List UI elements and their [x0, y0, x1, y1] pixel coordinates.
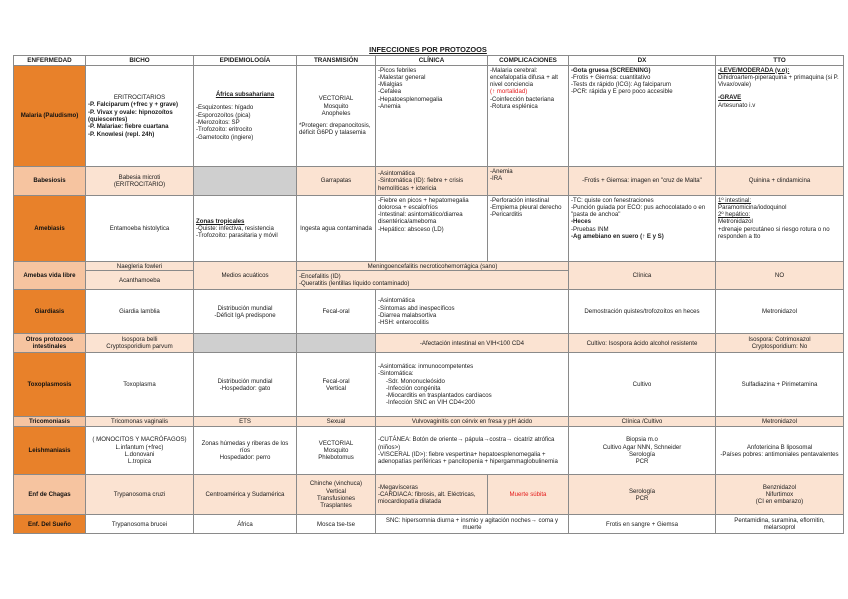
epi-cell: África subsahariana -Esquizontes: hígado -Esporozoítos (pica) -Merozoítos: SP -Trofozoíto: eritrocito -Gametocito (ingiere)	[194, 66, 297, 167]
bicho-cell: Entamoeba histolytica	[86, 196, 194, 262]
protozoa-table	[13, 55, 844, 534]
tto-cell: NO	[716, 262, 844, 290]
epi-cell: Zonas húmedas y riberas de los ríos Hospedador: perro	[194, 427, 297, 475]
disease-name: Amebiasis	[14, 196, 86, 262]
tto-cell: Quinina + clindamicina	[716, 167, 844, 196]
bicho-cell: ( MONOCITOS Y MACRÓFAGOS) L.infantum (+frec) L.donovani L.tropica	[86, 427, 194, 475]
disease-name: Otros protozoos intestinales	[14, 334, 86, 353]
clinica-cell: -Fiebre en picos + hepatomegalia dolorosa + escalofríos -Intestinal: asintomático/diarrea disentérica/ameboma -Hepático: absceso (LD)	[376, 196, 488, 262]
bicho-cell: ERITROCITARIOS -P. Falciparum (+frec y + grave) -P. Vivax y ovale: hipnozoítos (quiescentes) -P. Malariae: fiebre cuartana -P. Knowlesi (repl. 24h)	[86, 66, 194, 167]
bicho-cell: Trypanosoma cruzi	[86, 475, 194, 515]
trans-cell: Fecal-oral Vertical	[297, 353, 376, 417]
dx-cell: Clínica /Cultivo	[569, 417, 716, 427]
disease-name: Amebas vida libre	[14, 262, 86, 290]
document-page	[13, 44, 843, 534]
dx-cell: -TC: quiste con fenestraciones -Punción guiada por ECO: pus achocolatado o en "pasta de anchoa" -Heces -Pruebas INM -Ag amebiano en suero (↑ E y S)	[569, 196, 716, 262]
trans-cell: Sexual	[297, 417, 376, 427]
comp-cell: -Malaria cerebral: encefalopatía difusa + alt nivel conciencia (↑ mortalidad) -Coinfección bacteriana -Rotura esplénica	[488, 66, 569, 167]
bicho-cell: Toxoplasma	[86, 353, 194, 417]
tto-cell: Metronidazol	[716, 417, 844, 427]
epi-cell-empty	[194, 167, 297, 196]
disease-name: Enf. Del Sueño	[14, 515, 86, 534]
epi-cell: Distribución mundial -Déficit IgA predispone	[194, 290, 297, 334]
dx-cell: Serología PCR	[569, 475, 716, 515]
clinica-cell: -Megavísceras -CARDIACA: fibrosis, alt. Eléctricas, miocardiopatía dilatada	[376, 475, 488, 515]
epi-cell: Distribución mundial -Hospedador: gato	[194, 353, 297, 417]
bicho-cell: Babesia microti (ERITROCITARIO)	[86, 167, 194, 196]
epi-cell: Centroamérica y Sudamérica	[194, 475, 297, 515]
disease-name: Enf de Chagas	[14, 475, 86, 515]
table-row-sueno	[14, 515, 844, 534]
clinica-cell: SNC: hipersomnia diurna + insmio y agitación noches→ coma y muerte	[376, 515, 569, 534]
bicho-cell: Giardia lamblia	[86, 290, 194, 334]
dx-cell: Cultivo	[569, 353, 716, 417]
trans-cell: Garrapatas	[297, 167, 376, 196]
tto-cell: Isospora: Cotrimoxazol Cryptosporidium: No	[716, 334, 844, 353]
disease-name: Giardiasis	[14, 290, 86, 334]
tto-cell: 1º intestinal: Paramomicina/iodoquinol 2º hepático: Metronidazol +drenaje percutáneo si riesgo rotura o no responden a tto	[716, 196, 844, 262]
bicho-cell: Trypanosoma brucei	[86, 515, 194, 534]
clinica-cell: -Asintomática -Síntomas abd inespecíficos -Diarrea malabsortiva -HSH: enterocolitis	[376, 290, 569, 334]
table-row-leish	[14, 427, 844, 475]
tto-cell: Metronidazol	[716, 290, 844, 334]
dx-cell: Frotis en sangre + Giemsa	[569, 515, 716, 534]
clinica-cell: -Afectación intestinal en VIH<100 CD4	[376, 334, 569, 353]
table-row-amebas	[14, 262, 844, 271]
trans-cell: Fecal-oral	[297, 290, 376, 334]
dx-cell: -Frotis + Giemsa: imagen en "cruz de Malta"	[569, 167, 716, 196]
trans-cell: Ingesta agua contaminada	[297, 196, 376, 262]
tto-cell: -LEVE/MODERADA (v.o): Dihidroartem-piperaquina + primaquina (si P. Vivax/ovale) -GRAVE Artesunato i.v	[716, 66, 844, 167]
epi-cell: África	[194, 515, 297, 534]
table-row-amebiasis	[14, 196, 844, 262]
disease-name: Babesiosis	[14, 167, 86, 196]
header-row	[14, 56, 844, 66]
table-row-toxo	[14, 353, 844, 417]
comp-cell: -Perforación intestinal -Empiema pleural derecho -Pericarditis	[488, 196, 569, 262]
trans-cell: Chinche (vinchuca) Vertical Transfusiones Trasplantes	[297, 475, 376, 515]
header-clinica: CLÍNICA	[376, 56, 488, 66]
dx-cell: Clínica	[569, 262, 716, 290]
dx-cell: Demostración quistes/trofozoítos en heces	[569, 290, 716, 334]
trans-cell: VECTORIAL Mosquito Phlebotomus	[297, 427, 376, 475]
clinica-cell: Vulvovaginitis con cérvix en fresa y pH ácido	[376, 417, 569, 427]
header-transmision: TRANSMISIÓN	[297, 56, 376, 66]
table-row-giardiasis	[14, 290, 844, 334]
clinica-cell: -Asintomática: inmunocompetentes -Sintomática: -Sdr. Mononucleósido -Infección congénita -Miocarditis en trasplantados cardiacos -Infección SNC en VIH CD4<200	[376, 353, 569, 417]
comp-cell: -Anemia -IRA	[488, 167, 569, 196]
bicho-cell: Tricomonas vaginalis	[86, 417, 194, 427]
clinica-cell: Meningoencefalitis necroticohemorrágica (sano)	[297, 262, 569, 271]
disease-name: Tricomoniasis	[14, 417, 86, 427]
table-row-babesiosis	[14, 167, 844, 196]
trans-cell-empty	[297, 334, 376, 353]
dx-cell: Biopsia m.o Cultivo Agar NNN, Schneider Serología PCR	[569, 427, 716, 475]
header-complicaciones: COMPLICACIONES	[488, 56, 569, 66]
header-epidemiologia: EPIDEMIOLOGÍA	[194, 56, 297, 66]
bicho-cell: Isospora belli Cryptosporidium parvum	[86, 334, 194, 353]
trans-cell: Mosca tse-tse	[297, 515, 376, 534]
tto-cell: Pentamidina, suramina, eflornitin, melarsoprol	[716, 515, 844, 534]
disease-name: Toxoplasmosis	[14, 353, 86, 417]
tto-cell: Anfotericina B liposomal -Países pobres: antimoniales pentavalentes	[716, 427, 844, 475]
bicho-line: -P. Falciparum (+frec y + grave)	[88, 101, 178, 109]
epi-cell: Zonas tropicales -Quiste: infectiva, resistencia -Trofozoíto: parasitaria y móvil	[194, 196, 297, 262]
document-title: INFECCIONES POR PROTOZOOS	[369, 45, 487, 54]
header-tto: TTO	[716, 56, 844, 66]
disease-name: Leishmaniasis	[14, 427, 86, 475]
clinica-cell: -Picos febriles -Malestar general -Mialgias -Cefalea -Hepatoesplenomegalia -Anemia	[376, 66, 488, 167]
dx-cell: -Gota gruesa (SCREENING) -Frotis + Giemsa: cuantitativo -Tests dx rápido (ICG): Ag falciparum -PCR: rápida y E pero poco accesible	[569, 66, 716, 167]
table-row-trico	[14, 417, 844, 427]
table-row-chagas	[14, 475, 844, 515]
trans-cell: VECTORIAL Mosquito Anopheles *Protegen: drepanocitosis, déficit G6PD y talasemia	[297, 66, 376, 167]
disease-name: Malaria (Paludismo)	[14, 66, 86, 167]
header-enfermedad: ENFERMEDAD	[14, 56, 86, 66]
comp-cell: Muerte súbita	[488, 475, 569, 515]
dx-cell: Cultivo: Isospora ácido alcohol resistente	[569, 334, 716, 353]
bicho-cell: Naegleria fowleri	[86, 262, 194, 271]
bicho-cell: Acanthamoeba	[86, 271, 194, 290]
epi-cell-empty	[194, 334, 297, 353]
table-row-malaria	[14, 66, 844, 167]
clinica-cell: -Asintomática -Sintomática (ID): fiebre + crisis hemolíticas + ictericia	[376, 167, 488, 196]
header-dx: DX	[569, 56, 716, 66]
clinica-cell: -Encefalitis (ID) -Queratitis (lentillas líquido contaminado)	[297, 271, 569, 290]
tto-cell: Benznidazol Nifurtimox (CI en embarazo)	[716, 475, 844, 515]
header-bicho: BICHO	[86, 56, 194, 66]
clinica-cell: -CUTÁNEA: Botón de oriente→ pápula→costra→ cicatriz atrófica (niños>) -VISCERAL (ID>): fiebre vespertina+ hepatoesplenomegalia + adenopatías periféricas + pancitopenia + hipergammaglobulinemia	[376, 427, 569, 475]
tto-cell: Sulfadiazina + Pirimetamina	[716, 353, 844, 417]
epi-cell: ETS	[194, 417, 297, 427]
table-row-otros	[14, 334, 844, 353]
epi-cell: Medios acuáticos	[194, 262, 297, 290]
